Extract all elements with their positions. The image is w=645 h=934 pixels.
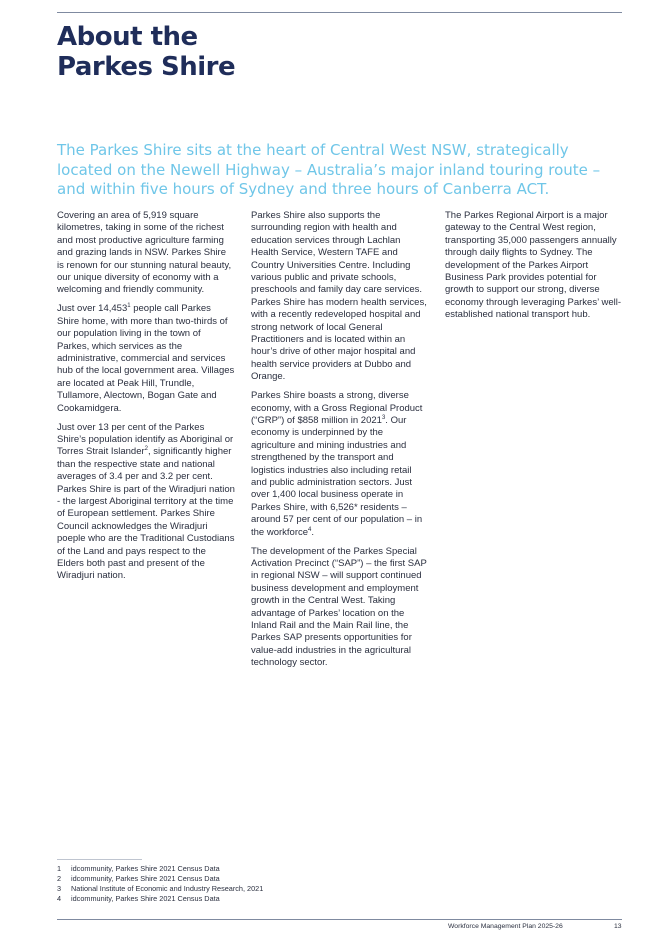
col2-p2-text-a: Parkes Shire boasts a strong, diverse economy, with a Gross Regional Product (“GRP”) of $858 million in 2021 xyxy=(251,390,423,426)
footnote-number: 4 xyxy=(57,894,62,903)
footnote-text: idcommunity, Parkes Shire 2021 Census Data xyxy=(71,894,220,903)
col1-p2-text-a: Just over 14,453 xyxy=(57,303,128,315)
footnote-text: idcommunity, Parkes Shire 2021 Census Data xyxy=(71,864,220,873)
footer-document-title: Workforce Management Plan 2025-26 xyxy=(448,923,563,930)
column-1 xyxy=(57,210,235,589)
col2-p2-text-c: . xyxy=(311,526,315,538)
footnote-number: 3 xyxy=(57,884,62,893)
footnote-text: idcommunity, Parkes Shire 2021 Census Data xyxy=(71,874,220,883)
footnote-ref-3: 3 xyxy=(381,415,386,421)
col1-p2-text-b: people call Parkes Shire home, with more than two-thirds of our population living in the town of Parkes, which services as the administrative, commercial and services hub of the local government area. Villages are located at Peak Hill, Trundle, Tullamore, Alectown, Bogan Gate and Cookamidgera. xyxy=(57,303,235,414)
bottom-rule xyxy=(57,919,622,920)
page-title xyxy=(57,22,235,82)
page-number: 13 xyxy=(614,923,622,930)
footnote-item xyxy=(57,894,263,904)
footnote-item xyxy=(57,874,263,884)
col2-paragraph-2 xyxy=(251,390,429,539)
col1-p3-text-b: , significantly higher than the respective state and national averages of 3.4 per and 3.2 per cent. Parkes Shire is part of the Wiradjuri nation - the largest Aboriginal territory at the time of European settlement. Parkes Shire Council acknowledges the Wiradjuri poeple who are the Traditional Custodians of the Land and pays respect to the Elders both past and present of the Wiradjuri nation. xyxy=(57,446,235,582)
col1-paragraph-2 xyxy=(57,303,235,415)
col1-paragraph-1: Covering an area of 5,919 square kilometres, taking in some of the richest and most productive agriculture farming and grazing lands in NSW. Parkes Shire is renown for our stunning natural beauty, our unique diversity of economy with a welcoming and friendly community. xyxy=(57,210,232,296)
col2-paragraph-3: The development of the Parkes Special Activation Precinct (“SAP”) – the first SAP in regional NSW – will support continued business development and employment growth in the Central West. Taking advantage of Parkes’ location on the Inland Rail and the Main Rail line, the Parkes SAP presents opportunities for value-add industries in the agricultural technology sector. xyxy=(251,545,427,669)
footnote-ref-2: 2 xyxy=(144,446,148,453)
footnote-item xyxy=(57,864,263,874)
footnote-text: National Institute of Economic and Industry Research, 2021 xyxy=(71,884,264,893)
footnote-ref-4: 4 xyxy=(308,526,312,533)
footnote-number: 1 xyxy=(57,864,62,873)
footnote-rule xyxy=(57,859,142,860)
col3-paragraph-1: The Parkes Regional Airport is a major gateway to the Central West region, transporting 35,000 passengers annually through daily flights to Sydney. The development of the Parkes Airport Business Park provides potential for growth to support our strong, diverse economy through leveraging Parkes’ well-established national transport hub. xyxy=(445,210,622,321)
col1-p3-text-a: Just over 13 per cent of the Parkes Shire’s population identify as Aboriginal or Torres Strait Islander xyxy=(57,421,234,458)
page-title-line2: Parkes Shire xyxy=(57,52,236,82)
page-title-line1: About the xyxy=(57,22,198,52)
footnote-list xyxy=(57,864,263,904)
col2-p2-text-b: . Our economy is underpinned by the agriculture and mining industries and strengthened by the transport and logistics industries also including retail and public administration sectors. Just over 1,400 local business operate in Parkes Shire, with 6,526* residents – around 57 per cent of our population – in the workforce xyxy=(251,415,423,538)
lead-paragraph: The Parkes Shire sits at the heart of Central West NSW, strategically located on the Newell Highway – Australia’s major inland touring route – and within five hours of Sydney and three hours of Canberra ACT. xyxy=(57,141,601,198)
column-2 xyxy=(251,210,429,676)
footnote-ref-1: 1 xyxy=(127,303,131,310)
col2-paragraph-1: Parkes Shire also supports the surrounding region with health and education services through Lachlan Health Service, Western TAFE and Country Universities Centre. Including various public and private schools, preschools and family day care services. Parkes Shire has modern health services, with a recently redeveloped hospital and strong network of local General Practitioners and is located within an hour’s drive of other major hospital and health service providers at Dubbo and Orange. xyxy=(251,210,427,383)
footnote-item xyxy=(57,884,263,894)
footnote-number: 2 xyxy=(57,874,62,883)
col1-paragraph-3 xyxy=(57,422,235,583)
column-3 xyxy=(445,210,625,328)
top-rule xyxy=(57,12,622,13)
